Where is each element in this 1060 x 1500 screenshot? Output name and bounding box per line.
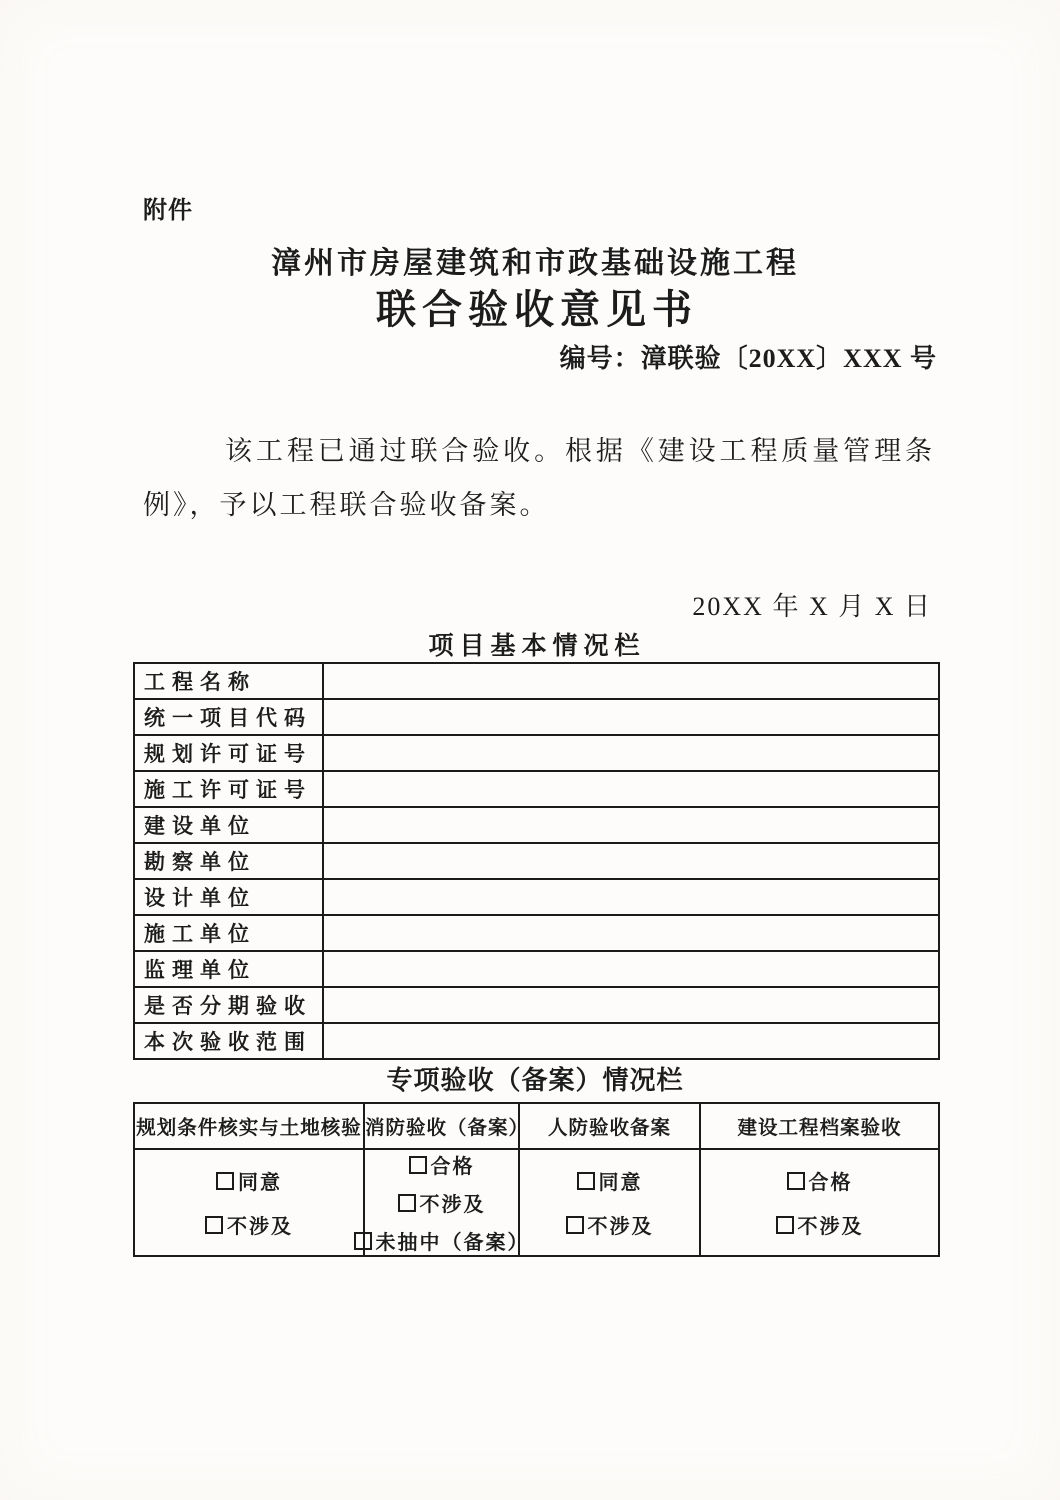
row-label: 本次验收范围	[134, 1023, 323, 1059]
checkbox-icon	[409, 1156, 427, 1174]
row-label: 设计单位	[134, 879, 323, 915]
options-cell	[135, 1150, 363, 1255]
option-label: 不涉及	[587, 1216, 654, 1238]
table-row	[134, 915, 939, 951]
row-value-cell	[323, 735, 939, 771]
table-row	[134, 987, 939, 1023]
checkbox-icon	[566, 1216, 584, 1234]
row-value-cell	[323, 951, 939, 987]
row-value-cell	[323, 987, 939, 1023]
checkbox-option	[787, 1166, 853, 1195]
table-row	[134, 807, 939, 843]
option-label: 不涉及	[797, 1216, 864, 1238]
checkbox-icon	[776, 1216, 794, 1234]
row-value-cell	[323, 807, 939, 843]
column-header: 人防验收备案	[519, 1103, 700, 1149]
row-label: 施工单位	[134, 915, 323, 951]
option-label: 合格	[808, 1172, 853, 1194]
checkbox-icon	[398, 1194, 416, 1212]
basic-info-table	[133, 662, 940, 1060]
table-header-row	[134, 1103, 939, 1149]
basic-table-title: 项目基本情况栏	[428, 633, 646, 660]
date-line: 20XX 年 X 月 X 日	[692, 592, 932, 621]
table-row	[134, 951, 939, 987]
checkbox-option	[354, 1226, 530, 1255]
option-label: 未抽中（备案）	[375, 1232, 530, 1254]
checkbox-option	[776, 1210, 864, 1239]
table-row	[134, 879, 939, 915]
checkbox-option	[216, 1166, 282, 1195]
checkbox-option	[566, 1210, 654, 1239]
row-value-cell	[323, 879, 939, 915]
row-label: 统一项目代码	[134, 699, 323, 735]
row-value-cell	[323, 771, 939, 807]
document-title-line1: 漳州市房屋建筑和市政基础设施工程	[271, 247, 799, 280]
options-cell	[365, 1150, 530, 1255]
doc-number: 编号：漳联验〔20XX〕XXX 号	[559, 344, 937, 373]
checkbox-option	[205, 1210, 293, 1239]
checkbox-icon	[205, 1216, 223, 1234]
table-row	[134, 843, 939, 879]
body-paragraph: 该工程已通过联合验收。根据《建设工程质量管理条例》，予以工程联合验收备案。	[143, 436, 935, 520]
column-header: 规划条件核实与土地核验	[134, 1103, 364, 1149]
checkbox-icon	[354, 1232, 372, 1250]
checkbox-option	[409, 1150, 475, 1179]
row-label: 勘察单位	[134, 843, 323, 879]
row-label: 建设单位	[134, 807, 323, 843]
row-value-cell	[323, 699, 939, 735]
table-row	[134, 663, 939, 699]
checkbox-icon	[787, 1172, 805, 1190]
column-header: 消防验收（备案）	[364, 1103, 519, 1149]
row-label: 施工许可证号	[134, 771, 323, 807]
option-label: 不涉及	[419, 1194, 486, 1216]
row-value-cell	[323, 1023, 939, 1059]
table-row	[134, 699, 939, 735]
row-label: 工程名称	[134, 663, 323, 699]
checkbox-option	[577, 1166, 643, 1195]
option-label: 不涉及	[227, 1216, 293, 1238]
row-value-cell	[323, 663, 939, 699]
option-label: 合格	[430, 1156, 475, 1178]
table-row	[134, 735, 939, 771]
document-title-line2: 联合验收意见书	[376, 287, 698, 332]
checkbox-icon	[577, 1172, 595, 1190]
option-label: 同意	[238, 1172, 282, 1194]
special-acceptance-table	[133, 1102, 940, 1257]
table-row	[134, 1149, 939, 1256]
column-header: 建设工程档案验收	[700, 1103, 939, 1149]
attachment-label: 附件	[143, 198, 193, 224]
checkbox-icon	[216, 1172, 234, 1190]
options-cell	[520, 1150, 699, 1255]
special-table-title: 专项验收（备案）情况栏	[386, 1066, 684, 1095]
table-row	[134, 771, 939, 807]
checkbox-option	[398, 1188, 486, 1217]
row-label: 监理单位	[134, 951, 323, 987]
options-cell	[701, 1150, 938, 1255]
row-label: 规划许可证号	[134, 735, 323, 771]
row-label: 是否分期验收	[134, 987, 323, 1023]
row-value-cell	[323, 915, 939, 951]
option-label: 同意	[598, 1172, 643, 1194]
table-row	[134, 1023, 939, 1059]
row-value-cell	[323, 843, 939, 879]
